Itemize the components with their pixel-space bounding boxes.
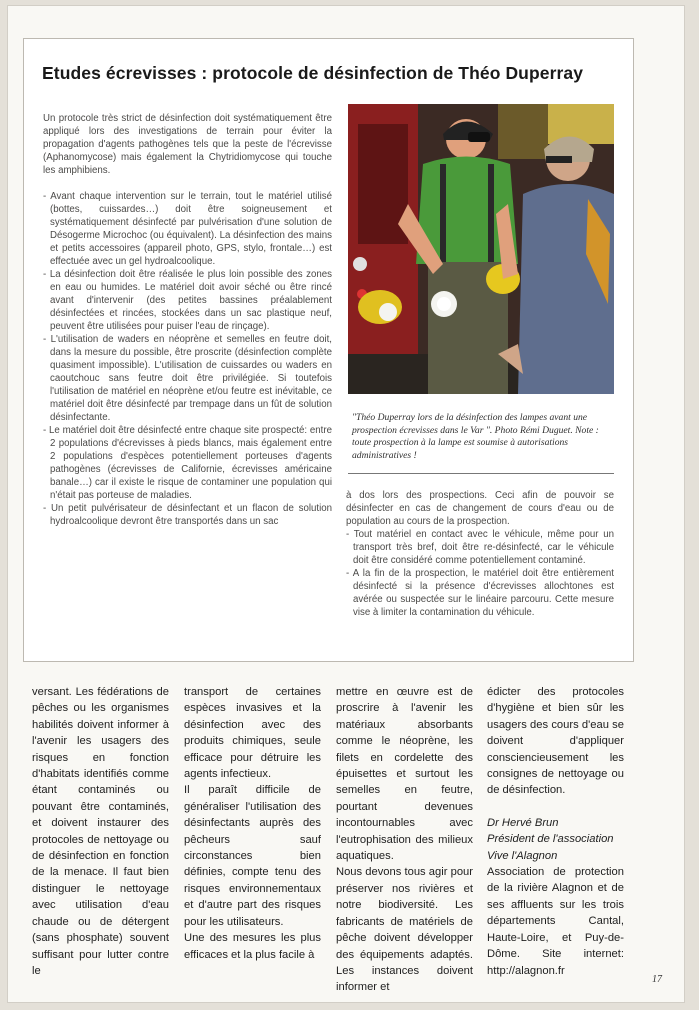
signature-role: Président de l'association xyxy=(487,833,614,846)
body-paragraph: Il paraît difficile de généraliser l'utilisation des désinfectants auprès des pêcheurs sauf circonstances bien définies, compte tenu des risques environnementaux et d'autre part des risques pour les utilisateurs. xyxy=(184,784,321,928)
caption-divider xyxy=(348,473,614,474)
association-info: Association de protection de la rivière Alagnon et de ses affluents sur les trois départements Cantal, Haute-Loire, et Puy-de-Dôme. Site internet: http://alagnon.fr xyxy=(487,866,624,977)
protocol-bullet: - Un petit pulvérisateur de désinfectant et un flacon de solution hydroalcoolique devront être transportés dans un sac xyxy=(43,503,332,527)
photo-caption: "Théo Duperray lors de la désinfection des lampes avant une prospection écrevisses dans le Var ". Photo Rémi Duguet. Note : toute prospection à la lampe est soumise à autorisations administratives ! xyxy=(352,412,599,461)
body-paragraph: mettre en œuvre est de proscrire à l'avenir les matériaux absorbants comme le néoprène, les filets en cordelette des épuisettes et surtout les semelles en feutre, pourtant devenues incontournables avec l'eutrophisation des milieux aquatiques. xyxy=(336,686,473,863)
article-intro: Un protocole très strict de désinfection doit systématiquement être appliqué lors des investigations de terrain pour éviter la propagation d'agents pathogènes tels que la peste de l'écrevisse (Aphanomycose) mais également la Chytridiomycose qui touche les amphibiens. xyxy=(43,113,332,176)
body-paragraph: transport de certaines espèces invasives et la désinfection avec des produits chimiques, seule efficace pour détruire les agents infectieux. xyxy=(184,686,321,781)
article-photo xyxy=(348,104,614,394)
protocol-bullet: - Tout matériel en contact avec le véhicule, même pour un transport très bref, doit être re-désinfecté, car le véhicule doit être considéré comme potentiellement contaminé. xyxy=(346,529,614,566)
protocol-bullet: - La désinfection doit être réalisée le plus loin possible des zones en eau ou humides. Le matériel doit avoir séché ou être rincé avant d'intervenir (des petites bassines préalablement désinfectées et rincées, stockées dans un sac plastique neuf, peuvent être utilisées pour puiser l'eau de rinçage). xyxy=(43,269,332,332)
protocol-bullet: - A la fin de la prospection, le matériel doit être entièrement désinfecté si la présence d'écrevisses allochtones est avérée ou suspectée sur le linéaire parcouru. Cette mesure vise à limiter la contamination du véhicule. xyxy=(346,568,614,618)
body-column-4 xyxy=(487,684,624,979)
body-column-3 xyxy=(336,684,473,996)
photo-illustration xyxy=(348,104,614,394)
body-paragraph: Une des mesures les plus efficaces et la plus facile à xyxy=(184,932,321,961)
article-left-column xyxy=(43,112,332,528)
article-right-column xyxy=(346,489,614,619)
body-column-2 xyxy=(184,684,321,963)
right-column-text: à dos lors des prospections. Ceci afin de pouvoir se désinfecter en cas de changement de cours d'eau ou de population au cours de la prospection. xyxy=(346,490,614,527)
article-title: Etudes écrevisses : protocole de désinfection de Théo Duperray xyxy=(42,63,584,83)
protocol-bullet: - Le matériel doit être désinfecté entre chaque site prospecté: entre 2 populations d'écrevisses à pieds blancs, mais également entre 2 populations d'espèces potentiellement porteuses d'agents pathogènes (écrevisses de Californie, écrevisses américaine banale…) car il existe le risque de contaminer une population qui n'était pas porteuse de maladies. xyxy=(43,425,332,501)
signature-name: Dr Hervé Brun xyxy=(487,816,559,829)
signature-role: Vive l'Alagnon xyxy=(487,849,558,862)
protocol-bullet: - L'utilisation de waders en néoprène et semelles en feutre doit, dans la mesure du possible, être proscrite (désinfection complète quasiment impossible). L'utilisation de cuissardes ou waders en caoutchouc sans feutre doit être privilégiée. Si toutefois l'utilisation de matériel en néoprène et/ou feutre est inévitable, ce matériel doit être désinfecté par trempage dans un fût de solution désinfectante. xyxy=(43,334,332,423)
page-number: 17 xyxy=(652,974,662,985)
protocol-bullet: - Avant chaque intervention sur le terrain, tout le matériel utilisé (bottes, cuissardes…) doit être soigneusement et systématiquement désinfecté par pulvérisation d'une solution de Désogerme Microchoc (ou équivalent). La désinfection des mains et petits accessoires (appareil photo, GPS, stylo, frontale…) est effectuée avec un gel hydroalcoolique. xyxy=(43,191,332,267)
body-paragraph: édicter des protocoles d'hygiène et bien sûr les usagers des cours d'eau se doivent d'appliquer consciencieusement les consignes de nettoyage ou de désinfection. xyxy=(487,686,624,797)
body-column-1 xyxy=(32,684,169,979)
body-paragraph: versant. Les fédérations de pêches ou les organismes habilités doivent informer à l'avenir les usagers des risques en fonction d'habitats identifiés comme étant contaminés ou pouvant être contaminés, et doivent instaurer des protocoles de nettoyage ou de désinfection en fonction de la menace. Il faut bien distinguer le nettoyage avec utilisation d'eau chaude ou de détergent (sans phosphate) souvent suffisant pour lutter contre le xyxy=(32,686,169,977)
body-paragraph: Nous devons tous agir pour préserver nos rivières et notre biodiversité. Les fabricants de matériels de pêche doivent développer des équipements adaptés. Les instances doivent informer et xyxy=(336,866,473,994)
